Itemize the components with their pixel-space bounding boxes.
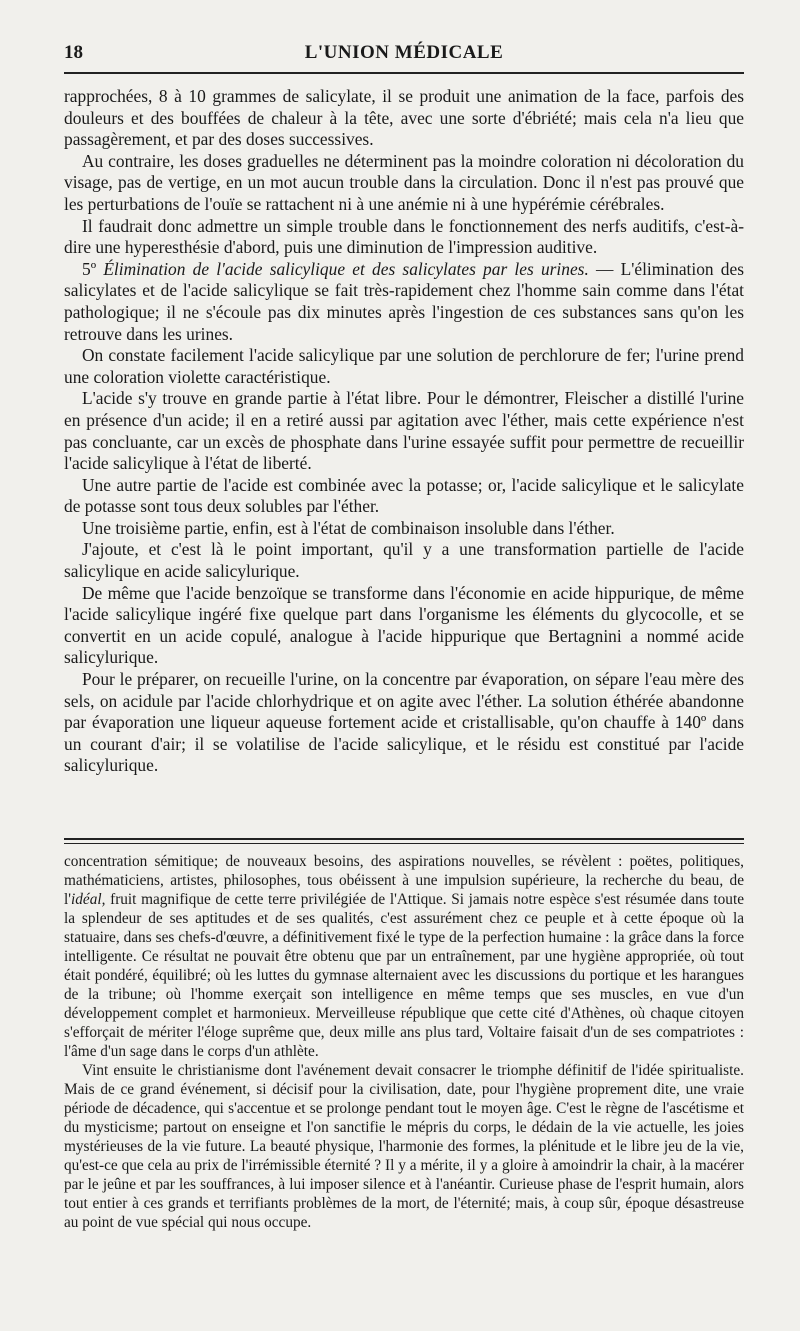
paragraph: De même que l'acide benzoïque se transforme dans l'économie en acide hippurique, de même l'acide salicylique ingéré fixe quelque part dans l'organisme les éléments du glycocolle, et se convertit en un acide copulé, analogue à l'acide hippurique que Bertagnini a nommé acide salicylurique. (64, 582, 744, 668)
footnote-text-a: concentration sémitique; de nouveaux besoins, des aspirations nouvelles, se révèlent : poëtes, politiques, mathématiciens, artistes, philosophes, tous obéissent à une impulsion supérieure, la recherche du beau, de l' (64, 853, 744, 908)
paragraph: Une autre partie de l'acide est combinée avec la potasse; or, l'acide salicylique et le salicylate de potasse sont tous deux solubles par l'éther. (64, 474, 744, 517)
footnote-text-b: fruit magnifique de cette terre privilégiée de l'Attique. Si jamais notre espèce s'est résumée dans toute la splendeur de ses aptitudes et de ses qualités, c'est assurément chez ce peuple et à cette époque où la statuaire, dans ses chefs-d'œuvre, a définitivement fixé le type de la perfection humaine : la grâce dans la force intelligente. Ce résultat ne pouvait être obtenu que par un entraînement, par une hygiène appropriée, où tout était pondéré, équilibré; où les luttes du gymnase alternaient avec les discussions du portique et les harangues de la tribune; où l'homme exerçait son intelligence en même temps que ses muscles, en vue d'un développement complet et harmonieux. Merveilleuse république que cette cité d'Athènes, où chaque citoyen s'efforçait de mériter l'éloge suprême que, deux mille ans plus tard, Voltaire faisait d'un de ses compatriotes : l'âme d'un sage dans le corps d'un athlète. (64, 891, 744, 1060)
paragraph: Au contraire, les doses graduelles ne déterminent pas la moindre coloration ni décoloration du visage, pas de vertige, en un mot aucun trouble dans la circulation. Donc il n'est pas prouvé que les perturbations de l'ouïe se rattachent ni à une anémie ni à une hypérémie cérébrales. (64, 150, 744, 214)
section-paragraph (64, 259, 744, 345)
footnote-separator (64, 838, 744, 844)
section-number: 5º (82, 258, 97, 279)
footnote-italic: idéal, (71, 891, 106, 908)
page-header (64, 0, 744, 66)
footnote-text (64, 852, 744, 1232)
paragraph: Il faudrait donc admettre un simple trouble dans le fonctionnement des nerfs auditifs, c'est-à-dire une hyperesthésie d'abord, puis une diminution de l'impression auditive. (64, 215, 744, 258)
paragraph: Une troisième partie, enfin, est à l'état de combinaison insoluble dans l'éther. (82, 517, 615, 538)
footnote-paragraph (64, 852, 744, 1061)
paragraph: Pour le préparer, on recueille l'urine, on la concentre par évaporation, on sépare l'eau mère des sels, on acidule par l'acide chlorhydrique et on agite avec l'éther. La solution éthérée abandonne par évaporation une liqueur aqueuse fortement acide et cristallisable, qu'on chauffe à 140º dans un courant d'air; il se volatilise de l'acide salicylique, et le résidu est constitué par l'acide salicylurique. (64, 669, 744, 776)
paragraph: On constate facilement l'acide salicylique par une solution de perchlorure de fer; l'urine prend une coloration violette caractéristique. (64, 345, 744, 387)
page-number: 18 (64, 42, 83, 63)
main-text (64, 86, 744, 777)
paragraph: L'acide s'y trouve en grande partie à l'état libre. Pour le démontrer, Fleischer a distillé l'urine en présence d'un acide; il en a retiré aussi par agitation avec l'éther, mais cette expérience n'est pas concluante, car un excès de phosphate dans l'urine essayée suffit pour permettre de recueillir l'acide salicylique à l'état de liberté. (64, 388, 744, 474)
paragraph: J'ajoute, et c'est là le point important, qu'il y a une transformation partielle de l'acide salicylique en acide salicylurique. (64, 539, 744, 582)
header-rule (64, 72, 744, 74)
paragraph: rapprochées, 8 à 10 grammes de salicylate, il se produit une animation de la face, parfois des douleurs et des bouffées de chaleur à la tête, avec une sorte d'ébriété; mais cela n'a lieu que passagèrement, et par des doses successives. (64, 86, 744, 150)
section-text: — L'élimination des salicylates et de l'acide salicylique se fait très-rapidement chez l'homme sain comme dans l'état pathologique; il ne s'écoule pas dix minutes après l'ingestion de ces substances sans qu'on les retrouve dans les urines. (64, 258, 744, 344)
section-title: Élimination de l'acide salicylique et des salicylates par les urines. (103, 258, 589, 279)
running-title: L'UNION MÉDICALE (304, 42, 504, 63)
footnote-paragraph: Vint ensuite le christianisme dont l'avénement devait consacrer le triomphe définitif de l'idée spiritualiste. Mais de ce grand événement, si décisif pour la civilisation, date, pour l'hygiène proprement dite, une vraie période de décadence, qui s'accentue et se prolonge pendant tout le moyen âge. C'est le règne de l'ascétisme et du mysticisme; partout on enseigne et l'on sanctifie le mépris du corps, le dédain de la vie actuelle, les joies mystérieuses de la vie future. La beauté physique, l'harmonie des formes, la plénitude et le libre jeu de la vie, qu'est-ce que cela au prix de l'irrémissible éternité ? Il y a mérite, il y a gloire à amoindrir la chair, à la macérer par le jeûne et par les souffrances, à lui imposer silence et à l'anéantir. Curieuse phase de l'esprit humain, alors tout entier à ces grands et terrifiants problèmes de la mort, de l'éternité; mais, à coup sûr, époque désastreuse au point de vue spécial qui nous occupe. (64, 1062, 744, 1231)
